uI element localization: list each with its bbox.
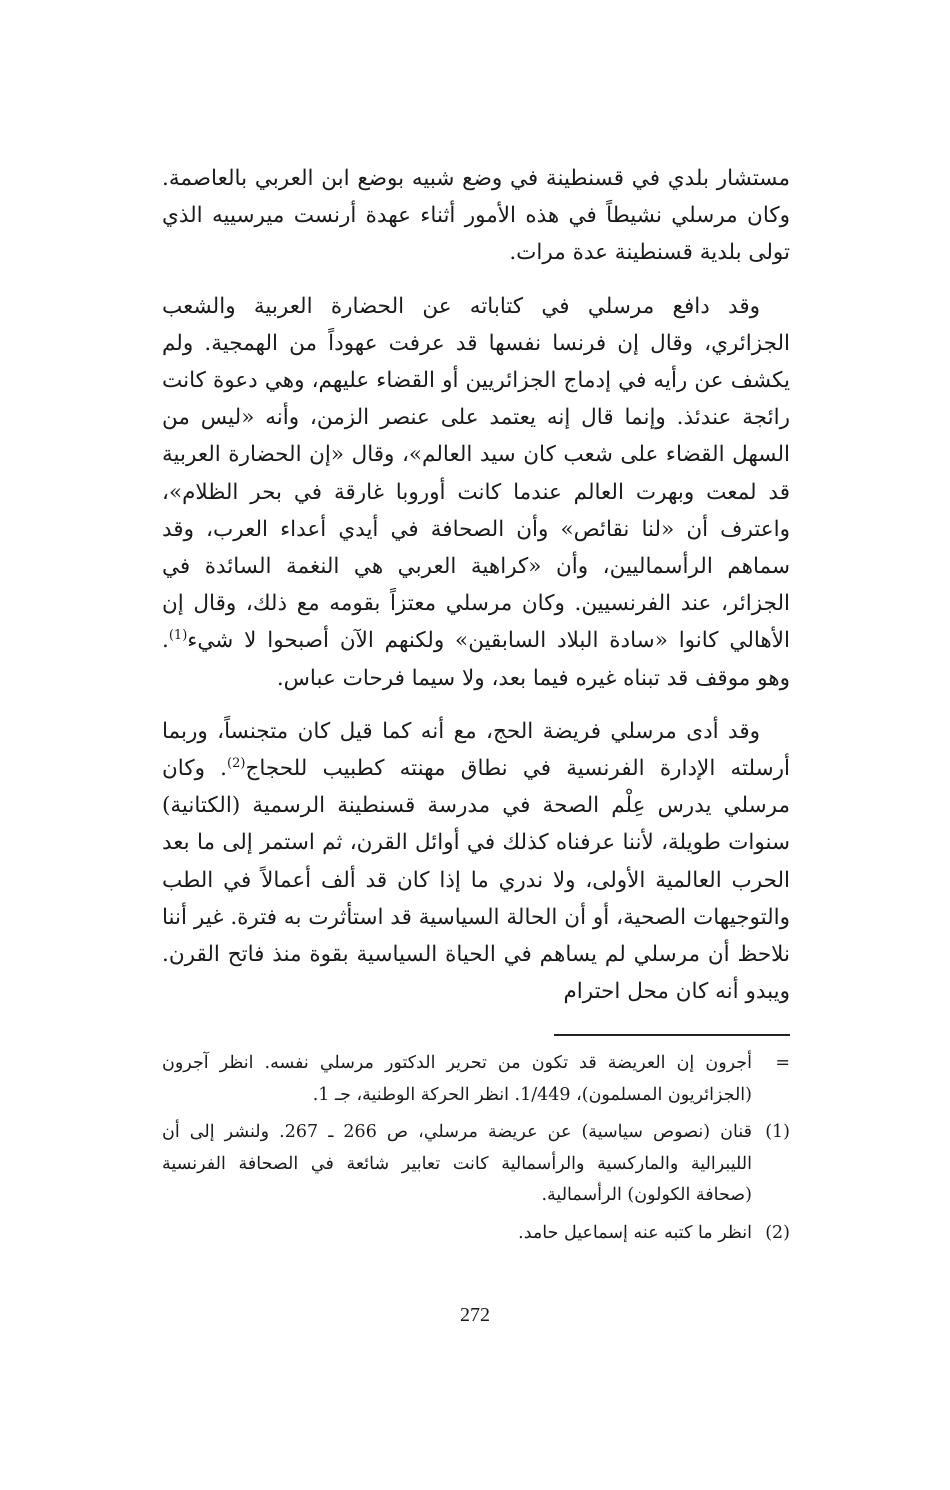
footnote-divider [554, 1034, 790, 1036]
footnote-marker: = [775, 1053, 790, 1074]
paragraph-2-text-after: . وهو موقف قد تبناه غيره فيما بعد، ولا سيما فرحات عباس. [162, 628, 790, 691]
paragraph-3-text-after: . وكان مرسلي يدرس عِلْم الصحة في مدرسة قسنطينة الرسمية (الكتانية) سنوات طويلة، لأننا عرفناه كذلك في أوائل القرن، ثم استمر إلى ما بعد الحرب العالمية الأولى، ولا ندري ما إذا كان قد ألف أعمالاً في الطب والتوجيهات الصحية، أو أن الحالة السياسية قد استأثرت به فترة. غير أننا نلاحظ أن مرسلي لم يساهم في الحياة السياسية بقوة منذ فاتح القرن. ويبدو أنه كان محل احترام [162, 756, 790, 1005]
footnote-text: قنان (نصوص سياسية) عن عريضة مرسلي، ص 266 ـ 267. ولنشر إلى أن الليبرالية والماركسية والرأسمالية كانت تعابير شائعة في الصحافة الفرنسية (صحافة الكولون) الرأسمالية. [162, 1122, 753, 1206]
footnote-1 [162, 1117, 790, 1212]
footnote-text: انظر ما كتبه عنه إسماعيل حامد. [518, 1222, 752, 1243]
page-number: 272 [460, 1304, 490, 1326]
paragraph-1 [162, 160, 790, 272]
footnote-text: أجرون إن العريضة قد تكون من تحرير الدكتور مرسلي نفسه. انظر آجرون (الجزائريون المسلمون)، 1/449. انظر الحركة الوطنية، جـ 1. [162, 1053, 752, 1105]
paragraph-3 [162, 713, 790, 1011]
footnote-ref-2[interactable]: (2) [227, 755, 246, 771]
paragraph-1-text: مستشار بلدي في قسنطينة في وضع شبيه بوضع ابن العربي بالعاصمة. وكان مرسلي نشيطاً في هذه الأمور أثناء عهدة أرنست ميرسييه الذي تولى بلدية قسنطينة عدة مرات. [162, 166, 790, 266]
footnote-2 [162, 1218, 790, 1250]
page-body [162, 160, 790, 1255]
paragraph-3-text: وقد أدى مرسلي فريضة الحج، مع أنه كما قيل كان متجنساً، وربما أرسلته الإدارة الفرنسية في نطاق مهنته كطبيب للحجاج [162, 718, 790, 782]
paragraph-2 [162, 288, 790, 697]
footnotes [162, 1048, 790, 1249]
footnote-ref-1[interactable]: (1) [168, 628, 188, 644]
paragraph-2-text: وقد دافع مرسلي في كتاباته عن الحضارة العربية والشعب الجزائري، وقال إن فرنسا نفسها قد عرفت عهوداً من الهمجية. ولم يكشف عن رأيه في إدماج الجزائريين أو القضاء عليهم، وهي دعوة كانت رائجة عندئذ. وإنما قال إنه يعتمد على عنصر الزمن، وأنه «ليس من السهل القضاء على شعب كان سيد العالم»، وقال «إن الحضارة العربية قد لمعت وبهرت العالم عندما كانت أوروبا غارقة في بحر الظلام»، واعترف أن «لنا نقائص» وأن الصحافة في أيدي أعداء العرب، وقد سماهم الرأسماليين، وأن «كراهية العربي هي النغمة السائدة في الجزائر، عند الفرنسيين. وكان مرسلي معتزاً بقومه مع ذلك، وقال إن الأهالي كانوا «سادة البلاد السابقين» ولكنهم الآن أصبحوا لا شيء [162, 293, 790, 654]
footnote-marker: (2) [765, 1222, 790, 1243]
footnote-continued [162, 1048, 790, 1111]
footnote-marker: (1) [765, 1122, 790, 1143]
